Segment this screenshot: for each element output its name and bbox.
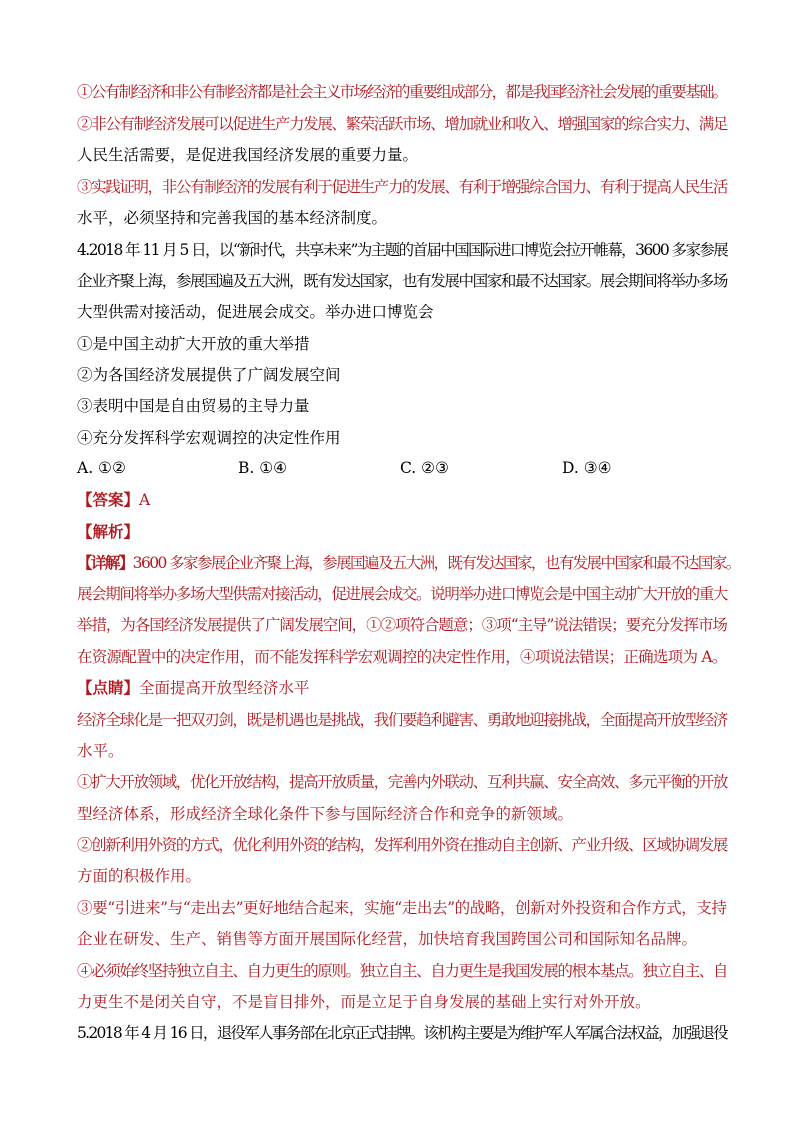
prev-analysis-point-1: ①公有制经济和非公有制经济都是社会主义市场经济的重要组成部分，都是我国经济社会发展的重要基础。	[77, 83, 727, 101]
detail-text-1: 3600 多家参展企业齐聚上海，参展国遍及五大洲，既有发达国家，也有发展中国家和最不达国家。	[132, 554, 740, 572]
point-title: 全面提高开放型经济水平	[139, 679, 310, 697]
detail-line-2: 展会期间将举办多场大型供需对接活动，促进展会成交。说明举办进口博览会是中国主动扩大开放的重大	[77, 585, 727, 603]
answer-value: A	[139, 491, 151, 509]
question-4-item-4: ④充分发挥科学宏观调控的决定性作用	[77, 429, 341, 447]
analysis-tag: 【解析】	[77, 522, 140, 541]
question-4-item-3: ③表明中国是自由贸易的主导力量	[77, 397, 310, 415]
prev-analysis-point-2-line-1: ②非公有制经济发展可以促进生产力发展、繁荣活跃市场、增加就业和收入、增强国家的综合实力、满足	[77, 115, 727, 133]
detail-line-1	[77, 553, 740, 573]
answer-line	[77, 490, 727, 510]
detail-line-4: 在资源配置中的决定作用，而不能发挥科学宏观调控的决定性作用，④项说法错误；正确选项为 A。	[77, 648, 727, 666]
point-intro-line-1: 经济全球化是一把双刃剑，既是机遇也是挑战，我们要趋利避害、勇敢地迎接挑战，全面提高开放型经济	[77, 711, 727, 729]
question-5-stem-line-1: 5.2018 年 4 月 16 日，退役军人事务部在北京正式挂牌。该机构主要是为维护军人军属合法权益，加强退役	[77, 1024, 727, 1042]
option-c: C. ②③	[400, 459, 449, 477]
point-2-line-1: ②创新利用外资的方式，优化利用外资的结构，发挥利用外资在推动自主创新、产业升级、区域协调发展	[77, 836, 727, 854]
question-4-stem-line-2: 企业齐聚上海，参展国遍及五大洲，既有发达国家，也有发展中国家和最不达国家。展会期间将举办多场	[77, 272, 727, 290]
point-4-line-2: 力更生不是闭关自守，不是盲目排外，而是立足于自身发展的基础上实行对外开放。	[77, 993, 651, 1011]
prev-analysis-point-3-line-2: 水平，必须坚持和完善我国的基本经济制度。	[77, 209, 388, 227]
point-intro-line-2: 水平。	[77, 742, 124, 760]
point-2-line-2: 方面的积极作用。	[77, 867, 202, 885]
prev-analysis-point-2-line-2: 人民生活需要，是促进我国经济发展的重要力量。	[77, 146, 419, 164]
point-heading	[77, 678, 727, 698]
point-tag: 【点睛】	[77, 678, 140, 697]
option-d: D. ③④	[562, 459, 612, 477]
question-4-stem-line-3: 大型供需对接活动，促进展会成交。举办进口博览会	[77, 303, 434, 321]
option-a: A. ①②	[77, 459, 126, 477]
prev-analysis-point-3-line-1: ③实践证明，非公有制经济的发展有利于促进生产力的发展、有利于增强综合国力、有利于提高人民生活	[77, 178, 727, 196]
option-b: B. ①④	[238, 459, 288, 477]
detail-line-3: 举措，为各国经济发展提供了广阔发展空间，①②项符合题意；③项“主导”说法错误；要充分发挥市场	[77, 616, 727, 634]
detail-tag: 【详解】	[77, 553, 133, 572]
point-3-line-1: ③要“引进来”与“走出去”更好地结合起来，实施“走出去”的战略，创新对外投资和合作方式，支持	[77, 899, 727, 917]
point-1-line-2: 型经济体系，形成经济全球化条件下参与国际经济合作和竞争的新领域。	[77, 805, 574, 823]
question-4-stem-line-1: 4.2018 年 11 月 5 日，以“新时代，共享未来”为主题的首届中国国际进口博览会拉开帷幕，3600 多家参展	[77, 241, 728, 259]
point-3-line-2: 企业在研发、生产、销售等方面开展国际化经营，加快培育我国跨国公司和国际知名品牌。	[77, 930, 698, 948]
point-4-line-1: ④必须始终坚持独立自主、自力更生的原则。独立自主、自力更生是我国发展的根本基点。独立自主、自	[77, 962, 727, 980]
question-4-item-2: ②为各国经济发展提供了广阔发展空间	[77, 366, 341, 384]
question-4-item-1: ①是中国主动扩大开放的重大举措	[77, 335, 310, 353]
answer-tag: 【答案】	[77, 490, 140, 509]
point-1-line-1: ①扩大开放领域，优化开放结构，提高开放质量，完善内外联动、互利共赢、安全高效、多元平衡的开放	[77, 773, 727, 791]
